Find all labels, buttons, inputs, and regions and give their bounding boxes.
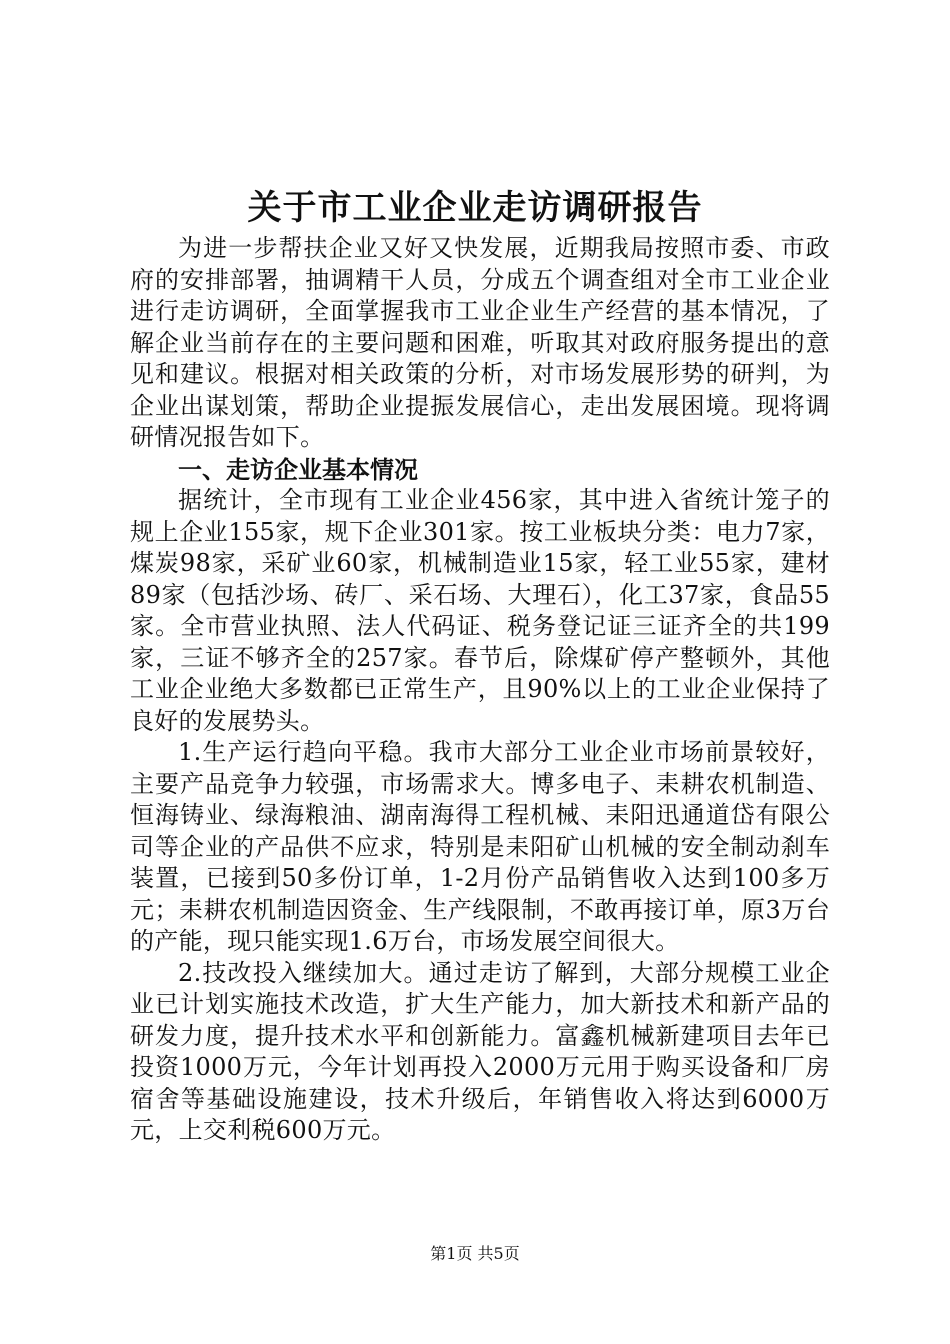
document-title: 关于市工业企业走访调研报告	[247, 188, 703, 228]
investment-paragraph: 2.技改投入继续加大。通过走访了解到，大部分规模工业企业已计划实施技术改造，扩大生产能力，加大新技术和新产品的研发力度，提升技术水平和创新能力。富鑫机械新建项目去年已投资1000万元，今年计划再投入2000万元用于购买设备和厂房宿舍等基础设施建设，技术升级后，年销售收入将达到6000万元，上交利税600万元。	[130, 958, 830, 1144]
production-paragraph: 1.生产运行趋向平稳。我市大部分工业企业市场前景较好，主要产品竞争力较强，市场需求大。博多电子、耒耕农机制造、恒海铸业、绿海粮油、湖南海得工程机械、耒阳迅通道岱有限公司等企业的产品供不应求，特别是耒阳矿山机械的安全制动刹车装置，已接到50多份订单，1-2月份产品销售收入达到100多万元；耒耕农机制造因资金、生产线限制，不敢再接订单，原3万台的产能，现只能实现1.6万台，市场发展空间很大。	[130, 738, 830, 955]
document-body	[130, 233, 830, 1147]
page-footer: 第1页 共5页	[430, 1244, 520, 1263]
section-heading: 一、走访企业基本情况	[178, 454, 418, 484]
intro-paragraph: 为进一步帮扶企业又好又快发展，近期我局按照市委、市政府的安排部署，抽调精干人员，分成五个调查组对全市工业企业进行走访调研，全面掌握我市工业企业生产经营的基本情况，了解企业当前存在的主要问题和困难，听取其对政府服务提出的意见和建议。根据对相关政策的分析，对市场发展形势的研判，为企业出谋划策，帮助企业提振发展信心，走出发展困境。现将调研情况报告如下。	[130, 234, 830, 451]
statistics-paragraph: 据统计，全市现有工业企业456家，其中进入省统计笼子的规上企业155家，规下企业301家。按工业板块分类：电力7家，煤炭98家，采矿业60家，机械制造业15家，轻工业55家，建材89家（包括沙场、砖厂、采石场、大理石），化工37家，食品55家。全市营业执照、法人代码证、税务登记证三证齐全的共199家，三证不够齐全的257家。春节后，除煤矿停产整顿外，其他工业企业绝大多数都已正常生产，且90%以上的工业企业保持了良好的发展势头。	[130, 486, 830, 735]
